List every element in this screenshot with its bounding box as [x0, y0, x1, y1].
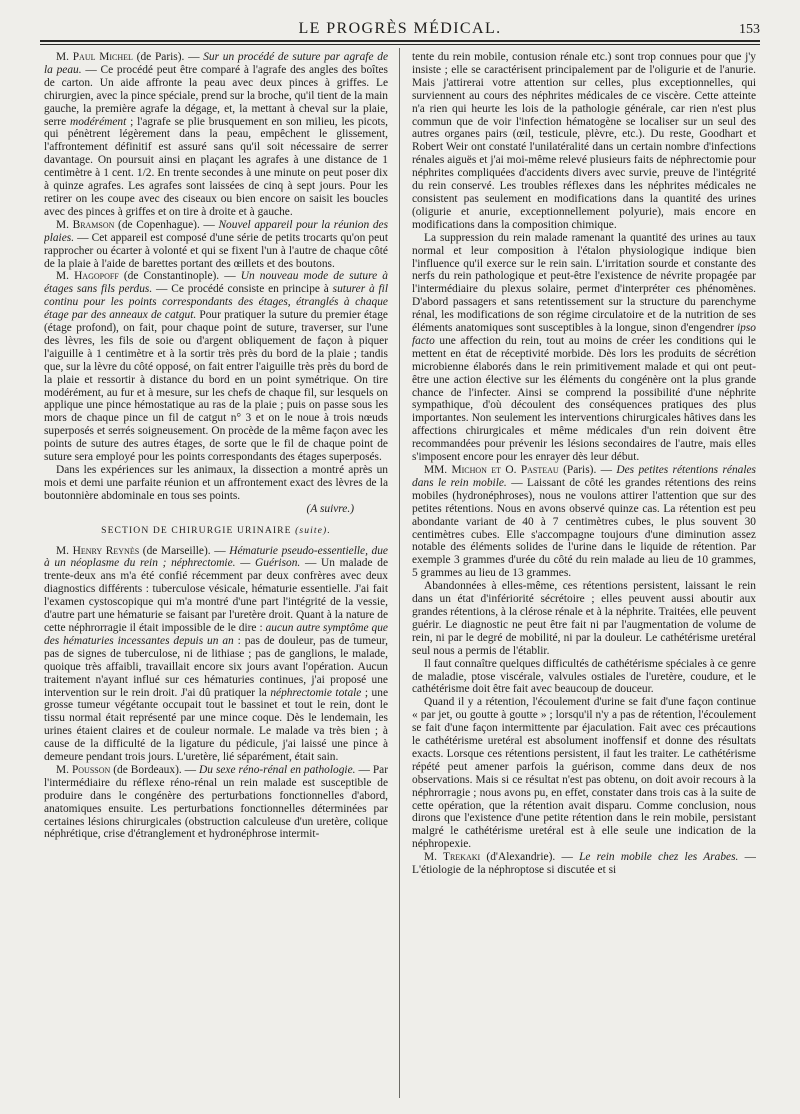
paper-title: Un nouveau mode de suture à étages sans fils perdus.	[44, 270, 388, 296]
emphasis-text: aucun autre symptôme que des hématuries incessantes depuis un an	[44, 621, 388, 647]
paragraph-experiences	[44, 464, 388, 516]
to-be-continued: (A suivre.)	[306, 502, 354, 515]
paragraph-difficultes	[412, 658, 756, 697]
paragraph-text: — Un malade de trente-deux ans m'a été confié récemment par deux confrères avec deux diagnostics différents : tuberculose vésicale, hématurie essentielle. J'ai fait l'examen cystoscopique qui m'a montré d'une part l'intégrité de la vessie, d'autre part une hématurie se faisant par l'uretère droit. Quant à la nature de cette néphrorragie il était impossible de le dire :	[44, 557, 388, 634]
section-heading	[44, 525, 388, 538]
author-place: (de Bordeaux). —	[110, 763, 200, 776]
author-name: M. Henry Reynès	[56, 544, 140, 557]
paragraph-text: La suppression du rein malade ramenant la quantité des urines au taux normal et leur composition à l'étalon physiologique indique bien l'influence qu'il exerce sur le rein sain. L'irritation sourde et constante des nerfs du rein pathologique et peut-être l'existence de névrite propagée par l'intermédiaire du plexus solaire, permet d'interpréter ces phénomènes. D'abord passagers et sans retentissement sur la structure du parenchyme rénal, les modifications de son régime circulatoire et de la nutrition de ses éléments anatomiques sont susceptibles à la longue, sinon d'engendrer	[412, 231, 756, 335]
author-name: M. Pousson	[56, 763, 111, 776]
paper-title: Nouvel appareil pour la réunion des plaies.	[44, 218, 388, 244]
author-name: M. Hagopoff	[56, 270, 119, 283]
paragraph-text: — Ce procédé consiste en principe à	[152, 283, 333, 296]
paragraph-text: Quand il y a rétention, l'écoulement d'urine se fait d'une façon continue « par jet, ou goutte à goutte » ; lorsqu'il n'y a pas de rétention, l'écoulement se fait d'une façon intermittente par éjaculation. Fait avec ces précautions le cathétérisme uretéral est absolument inoffensif et donne des résultats exacts. Lorsque ces rétentions persistent, il faut les traiter. Le cathétérisme répété peut amener parfois la guérison, comme dans deux de nos observations. Mais si ce résultat n'est pas obtenu, on doit avoir recours à la néphrorragie ; nous avons pu, en effet, constater dans trois cas à la suite de cette opération, que la rétention avait disparu. Comme conclusion, nous dirons que l'existence d'une petite rétention dans le rein mobile, persistant malgré le cathétérisme uretéral est à elle seule une indication de la néphropexie.	[412, 696, 756, 851]
paragraph-text: Dans les expériences sur les animaux, la dissection a montré après un mois et demi une parfaite réunion et un affrontement exact des lèvres de la boutonnière abdominale en tous ses points.	[44, 464, 388, 502]
paragraph-pousson-continued	[412, 51, 756, 232]
emphasis-text: suturer à fil continu pour les points correspondants des étages, étranglés à chaque étage par des anneaux de catgut.	[44, 283, 388, 322]
header-rule-thin	[40, 44, 760, 45]
paper-title: Hématurie pseudo-essentielle, due à un néoplasme du rein ; néphrectomie. — Guérison.	[44, 544, 388, 570]
page-number: 153	[739, 22, 760, 37]
author-name: M. Paul Michel	[56, 51, 133, 63]
emphasis-text: modérément	[69, 115, 127, 128]
paragraph-pousson	[44, 764, 388, 841]
author-place: (de Copenhague). —	[114, 218, 219, 231]
author-name: MM. Michon et O. Pasteau	[424, 464, 559, 476]
paragraph-bramson	[44, 219, 388, 271]
author-place: (de Paris). —	[132, 51, 204, 63]
paragraph-text: ; une grosse tumeur végétante occupait tout le bassinet et tout le rein, dont le tissu normal était représenté par une mince coque. Dès le lendemain, les urines étaient claires et de couleur normale. Le malade va très bien ; à cause de la difficulté de la ligature du pédicule, j'ai laissé une pince à demeure pendant trois jours. L'uretère, lié séparément, était sain.	[44, 686, 388, 764]
paragraph-trekaki	[412, 851, 756, 877]
section-heading-text: SECTION DE CHIRURGIE URINAIRE	[101, 524, 292, 536]
emphasis-text: ipso facto	[412, 322, 756, 347]
section-heading-suite: (suite).	[295, 524, 331, 536]
author-name: M. Trekaki	[424, 851, 481, 864]
header-rule-thick	[40, 40, 760, 42]
paragraph-text: Pour pratiquer la suture du premier étage (étage profond), on fait, pour chaque point de suture, traverser, sur l'une des lèvres, les fils de soie ou d'argent obliquement de façon à piquer l'aiguille à 1 centimètre et à la sortir très près du bord de la plaie ; tandis que, sur la lèvre du côté opposé, on fait entrer l'aiguille très près du bord de la plaie et ressortir à distance du bord en un point symétrique. On tire modérément, au fur et à mesure, sur les chefs de chaque fil, sur lesquels on applique une pince hémostatique au ras de la plaie ; puis on passe sous les mors de chaque pince un fil de catgut n° 3 et on le noue à trois nœuds superposés et serrés soigneusement. On procède de la même façon avec les points de suture des autres étages, de sorte que le fil de chaque point de suture sera employé pour les points correspondants des étages superposés.	[44, 309, 388, 464]
paragraph-abandonnees	[412, 580, 756, 657]
paper-title: Des petites rétentions rénales dans le rein mobile.	[412, 464, 756, 489]
paragraph-text: tente du rein mobile, contusion rénale etc.) sont trop connues pour que j'y insiste ; elle se caractérisent principalement par de l'oligurie et de l'anurie. Mais j'attirerai votre attention sur celles, plus exceptionnelles, qui surviennent au cours des néphrites médicales de ce viscère. Cette atteinte n'a rien qui heurte les lois de la pathologie générale, car rien n'est plus commun que de voir l'infection hématogène se localiser sur un seul des autres organes pairs (œil, testicule, plèvre, etc.). Du reste, Goodhart et Robert Weir ont constaté l'unilatéralité dans un certain nombre d'infections rénales aiguës et j'ai moi-même relevé plusieurs faits de néphrectomie pour néphrites compliquées d'accidents divers avec survie, preuve de l'intégrité du rein conservé. Les troubles réflexes dans les néphrites médicales ne consistent pas seulement en modifications dans la quantité des urines (oligurie et anurie, exceptionnellement polyurie), mais encore en modifications dans la composition chimique.	[412, 51, 756, 231]
paper-title: Le rein mobile chez les Arabes.	[579, 851, 739, 864]
paragraph-text: — Cet appareil est composé d'une série de petits trocarts qu'on peut rapprocher ou écarter à volonté et qui se fixent l'un à l'autre de chaque côté de la plaie à l'aide de barettes portant des œillets et des boutons.	[44, 231, 388, 270]
paper-title: Du sexe réno-rénal en pathologie.	[199, 763, 356, 776]
author-place: (d'Alexandrie). —	[480, 851, 580, 864]
author-name: M. Bramson	[56, 218, 115, 231]
column-divider	[399, 48, 400, 1098]
paragraph-text: — Laissant de côté les grandes rétentions des reins mobiles (hydronéphroses), nous ne voulons attirer l'attention que sur des petites rétentions. Nous en avons observé quinze cas. La rétention est peu abondante variant de 40 à 7 centimètres cubes, le plus souvent 30 centimètres cubes. Elle s'accompagne toujours d'une diminution assez notable des éléments solides de l'urine dans le liquide de rétention. Par exemple 3 grammes d'urée du côté du rein malade au lieu de 10 grammes, 5 grammes au lieu de 13 grammes.	[412, 476, 756, 580]
author-place: (Paris). —	[558, 464, 617, 476]
emphasis-text: néphrectomie totale	[270, 686, 362, 699]
paragraph-text: — L'étiologie de la néphroptose si discutée et si	[412, 851, 756, 877]
right-column	[412, 51, 756, 1105]
paragraph-michon-pasteau	[412, 464, 756, 580]
running-header	[40, 18, 760, 42]
paragraph-text: Il faut connaître quelques difficultés de cathétérisme spéciales à ce genre de maladie, ptose viscérale, valvules ostiales de l'uretère, coudure, et le cathétérisme doit être fait avec beaucoup de douceur.	[412, 657, 756, 696]
paragraph-text: ; l'agrafe se plie brusquement en son milieu, les picots, qui pénètrent légèrement dans la peau, empêchent le glissement, l'affrontement définitif est assuré sans qu'il soit nécessaire de serrer davantage. On poursuit ainsi en plaçant les agrafes à une distance de 1 centimètre à 1 cent. 1/2. En trente secondes à une minute on peut poser dix à quinze agrafes. Les agrafes sont laissées de cinq à sept jours. Pour les retirer on les coupe avec des ciseaux ou bien encore on saisit les boucles avec des pinces à griffes et on tire à droite et à gauche.	[44, 115, 388, 218]
paragraph-retention	[412, 696, 756, 851]
paper-title: Sur un procédé de suture par agrafe de la peau.	[44, 51, 388, 76]
paragraph-hagopoff	[44, 270, 388, 464]
author-place: (de Constantinople). —	[118, 270, 241, 283]
left-column	[44, 51, 388, 1105]
running-title: LE PROGRÈS MÉDICAL.	[298, 20, 502, 37]
paragraph-text: Abandonnées à elles-même, ces rétentions persistent, laissant le rein dans un état d'infériorité sécrétoire ; elles peuvent aussi aboutir aux grandes rétentions, à la clérose rénale et à la néphrite. Traitées, elle peuvent guérir. Le diagnostic ne peut être fait ni par l'augmentation de volume de rein, ni par le degré de mobilité, ni par la douleur. Le cathétérisme uretéral seul nous a permis de l'établir.	[412, 580, 756, 657]
author-place: (de Marseille). —	[139, 544, 230, 557]
paragraph-text: : pas de douleur, pas de tumeur, pas de signes de tuberculose, ni de lithiase ; pas de ganglions, le malade, quoique très affaibli, travaillait encore six jours avant l'opération. Aucun traitement n'ayant influé sur ces hématuries continues, j'ai proposé une intervention sur le rein droit. J'ai dû pratiquer la	[44, 634, 388, 699]
paragraph-suppression	[412, 232, 756, 464]
paragraph-michel	[44, 51, 388, 219]
paragraph-text: une affection du rein, tout au moins de créer les conditions qui le mettent en état de réceptivité morbide. Dès lors les produits de sécrétion microbienne élaborés dans le rein primitivement malade et qui ont peut-être une action élective sur les éléments du congénère ont la plus grande chance de l'infecter. Ainsi se comprend la possibilité d'une néphrite sympathique, d'où découlent des conséquences pratiques des plus importantes. Non seulement les interventions chirurgicales hâtives dans les affections chirurgicales et même médicales d'un rein doivent être recommandées pour prévenir les lésions secondaires de l'autre, mais elles s'imposent encore pour les enrayer dès leur début.	[412, 334, 756, 464]
paragraph-reynes	[44, 545, 388, 764]
paragraph-text: — Ce procédé peut être comparé à l'agrafe des angles des boîtes de carton. Un aide affronte la peau avec deux pinces à griffes. Le chirurgien, avec la pince spéciale, prend sur la broche, qu'il tient de la main gauche, la première agrafe la dégage, et, la mettant à cheval sur la plaie, serre	[44, 63, 388, 128]
paragraph-text: — Par l'intermédiaire du réflexe réno-rénal un rein malade est susceptible de produire dans le congénère des perturbations fonctionnelles d'abord, anatomiques ensuite. Les perturbations fonctionnelles déterminées par certaines lésions chirurgicales (obstruction calculeuse d'un uretère, colique néphrétique, crise d'étranglement et hydronéphrose intermit-	[44, 763, 388, 841]
